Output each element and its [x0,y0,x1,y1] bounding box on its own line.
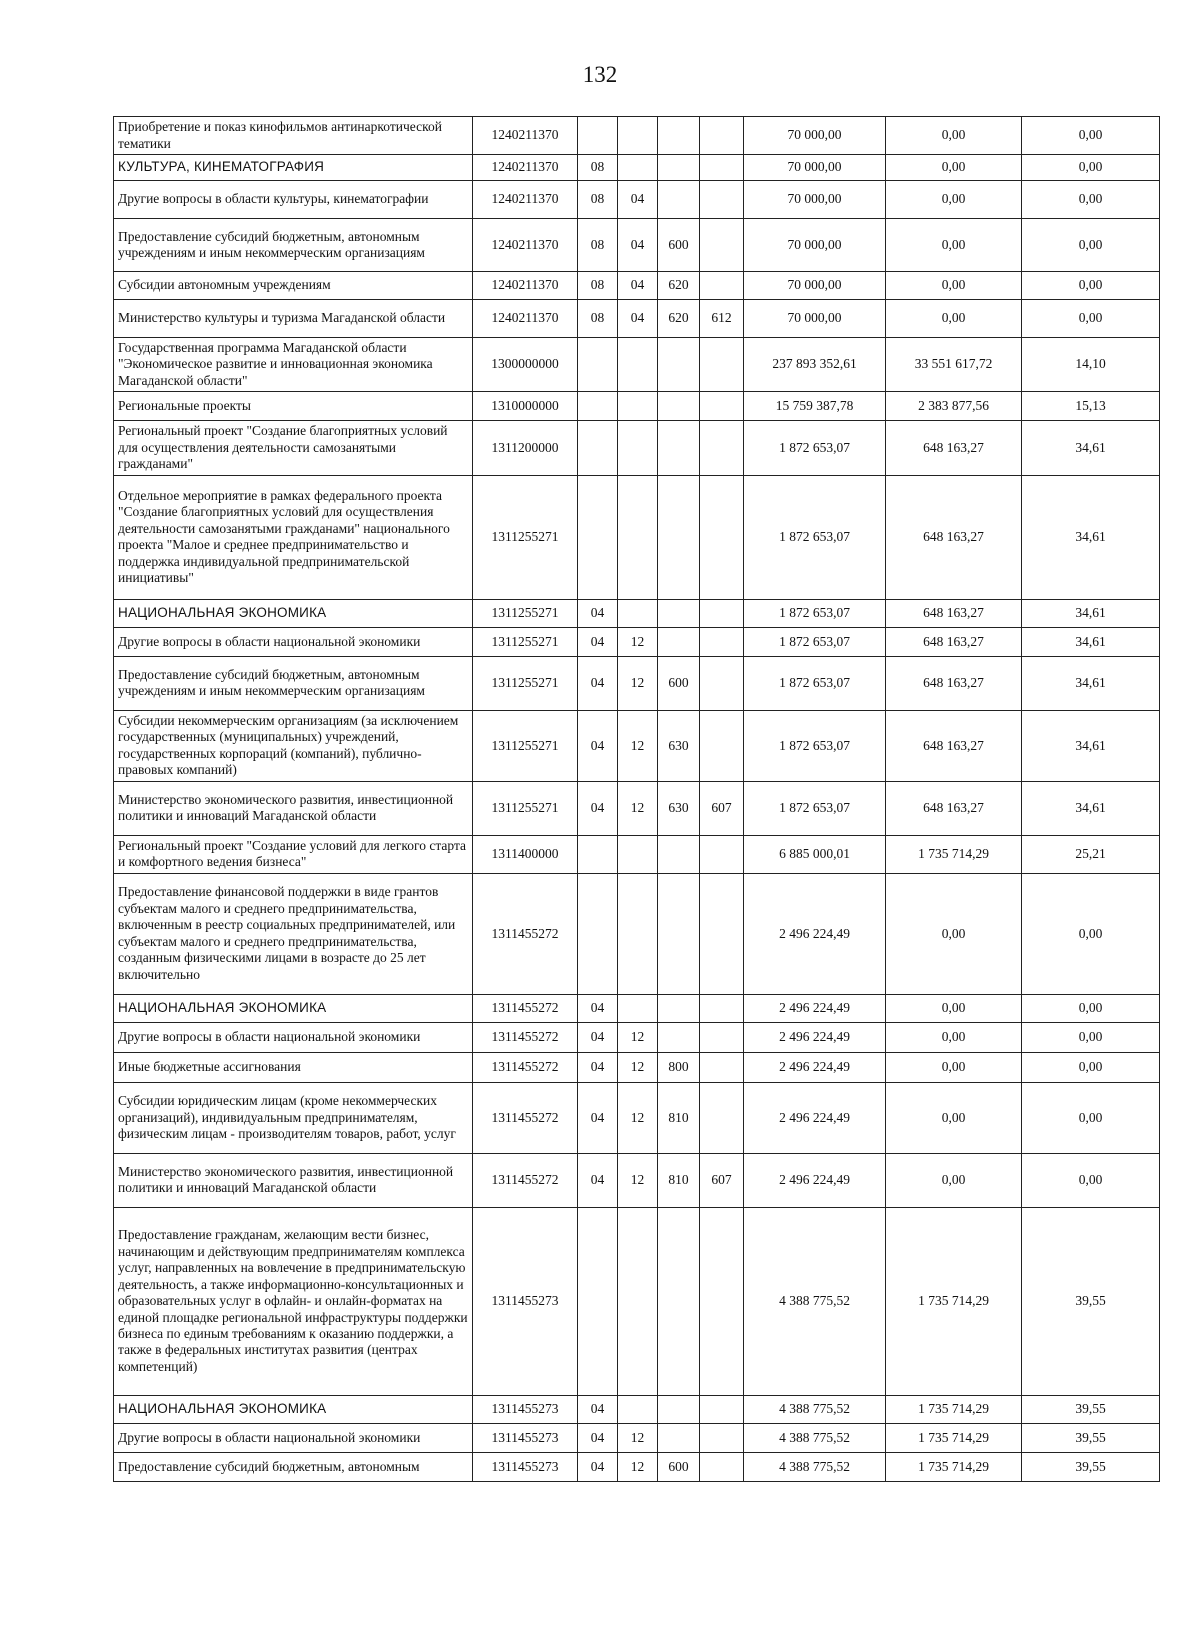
row-administrator-code [700,599,744,627]
row-name: Предоставление субсидий бюджетным, автономным [114,1452,473,1481]
row-expense-type-code: 600 [658,219,700,272]
row-administrator-code [700,155,744,181]
row-expense-type-code [658,627,700,656]
row-actual-amount: 1 735 714,29 [886,1452,1022,1481]
row-section-code: 08 [578,155,618,181]
table-row [114,873,1160,994]
table-row [114,338,1160,392]
row-section-code [578,475,618,599]
row-administrator-code [700,627,744,656]
row-execution-percent: 0,00 [1022,1052,1160,1082]
row-execution-percent: 0,00 [1022,155,1160,181]
row-execution-percent: 0,00 [1022,300,1160,338]
table-row [114,475,1160,599]
row-subsection-code [618,338,658,392]
row-planned-amount: 2 496 224,49 [744,1082,886,1153]
row-subsection-code [618,599,658,627]
row-administrator-code [700,338,744,392]
row-expense-type-code [658,338,700,392]
table-row [114,181,1160,219]
row-expense-type-code: 630 [658,781,700,835]
row-administrator-code [700,873,744,994]
row-name: Приобретение и показ кинофильмов антинаркотической тематики [114,117,473,155]
row-execution-percent: 0,00 [1022,1153,1160,1207]
row-section-code: 04 [578,994,618,1022]
row-actual-amount: 0,00 [886,300,1022,338]
row-execution-percent: 34,61 [1022,421,1160,475]
row-section-code [578,338,618,392]
row-administrator-code [700,994,744,1022]
row-section-code [578,873,618,994]
row-subsection-code: 12 [618,656,658,710]
row-expense-type-code [658,392,700,421]
table-row [114,219,1160,272]
row-target-code: 1240211370 [473,181,578,219]
row-section-code: 04 [578,1082,618,1153]
row-subsection-code: 12 [618,781,658,835]
row-planned-amount: 6 885 000,01 [744,835,886,873]
row-actual-amount: 648 163,27 [886,781,1022,835]
row-target-code: 1311455272 [473,1052,578,1082]
row-planned-amount: 237 893 352,61 [744,338,886,392]
row-section-code [578,421,618,475]
row-execution-percent: 34,61 [1022,475,1160,599]
row-subsection-code: 12 [618,1082,658,1153]
row-section-code: 08 [578,219,618,272]
row-name: Другие вопросы в области культуры, кинематографии [114,181,473,219]
row-subsection-code: 12 [618,1022,658,1052]
row-target-code: 1311255271 [473,475,578,599]
row-name: Отдельное мероприятие в рамках федерального проекта "Создание благоприятных условий для осуществления деятельности самозанятыми гражданами" национального проекта "Малое и среднее предпринимательство и поддержка индивидуальной предпринимательской инициативы" [114,475,473,599]
row-administrator-code: 607 [700,781,744,835]
row-planned-amount: 4 388 775,52 [744,1395,886,1423]
row-administrator-code [700,1052,744,1082]
row-execution-percent: 34,61 [1022,599,1160,627]
table-row [114,421,1160,475]
row-planned-amount: 70 000,00 [744,272,886,300]
row-actual-amount: 0,00 [886,1022,1022,1052]
row-expense-type-code [658,181,700,219]
row-actual-amount: 0,00 [886,1153,1022,1207]
row-target-code: 1311255271 [473,781,578,835]
row-expense-type-code: 600 [658,656,700,710]
row-subsection-code: 04 [618,219,658,272]
row-subsection-code: 12 [618,1153,658,1207]
row-expense-type-code [658,155,700,181]
row-administrator-code [700,117,744,155]
row-expense-type-code [658,873,700,994]
row-expense-type-code: 810 [658,1153,700,1207]
row-name: Министерство культуры и туризма Магаданской области [114,300,473,338]
row-expense-type-code [658,421,700,475]
row-target-code: 1311455272 [473,994,578,1022]
row-administrator-code [700,1452,744,1481]
row-section-code: 04 [578,710,618,781]
row-planned-amount: 70 000,00 [744,300,886,338]
row-administrator-code [700,475,744,599]
row-expense-type-code [658,835,700,873]
row-execution-percent: 34,61 [1022,656,1160,710]
row-administrator-code [700,656,744,710]
row-execution-percent: 39,55 [1022,1452,1160,1481]
row-actual-amount: 0,00 [886,873,1022,994]
table-row [114,1082,1160,1153]
row-target-code: 1311400000 [473,835,578,873]
row-target-code: 1311455273 [473,1207,578,1395]
row-execution-percent: 34,61 [1022,627,1160,656]
row-name: Субсидии автономным учреждениям [114,272,473,300]
row-subsection-code [618,994,658,1022]
row-planned-amount: 1 872 653,07 [744,710,886,781]
row-planned-amount: 4 388 775,52 [744,1423,886,1452]
row-execution-percent: 15,13 [1022,392,1160,421]
row-planned-amount: 4 388 775,52 [744,1207,886,1395]
row-name: Государственная программа Магаданской области "Экономическое развитие и инновационная экономика Магаданской области" [114,338,473,392]
row-section-code: 04 [578,599,618,627]
row-section-code: 04 [578,656,618,710]
row-target-code: 1311255271 [473,627,578,656]
row-target-code: 1311455273 [473,1452,578,1481]
table-row [114,1052,1160,1082]
row-expense-type-code: 800 [658,1052,700,1082]
table-row [114,1395,1160,1423]
row-name: Региональные проекты [114,392,473,421]
row-expense-type-code [658,599,700,627]
row-expense-type-code: 630 [658,710,700,781]
row-target-code: 1311455273 [473,1395,578,1423]
row-subsection-code [618,421,658,475]
row-planned-amount: 70 000,00 [744,181,886,219]
row-planned-amount: 2 496 224,49 [744,1022,886,1052]
row-name: Субсидии юридическим лицам (кроме некоммерческих организаций), индивидуальным предпринимателям, физическим лицам - производителям товаров, работ, услуг [114,1082,473,1153]
row-target-code: 1240211370 [473,219,578,272]
row-name: Региональный проект "Создание благоприятных условий для осуществления деятельности самозанятыми гражданами" [114,421,473,475]
row-execution-percent: 0,00 [1022,1022,1160,1052]
row-administrator-code: 607 [700,1153,744,1207]
row-name: Предоставление субсидий бюджетным, автономным учреждениям и иным некоммерческим организациям [114,656,473,710]
row-subsection-code: 04 [618,300,658,338]
row-target-code: 1310000000 [473,392,578,421]
row-subsection-code [618,155,658,181]
row-planned-amount: 2 496 224,49 [744,1052,886,1082]
row-actual-amount: 648 163,27 [886,475,1022,599]
row-subsection-code: 04 [618,181,658,219]
row-execution-percent: 39,55 [1022,1395,1160,1423]
row-planned-amount: 1 872 653,07 [744,627,886,656]
row-name: Иные бюджетные ассигнования [114,1052,473,1082]
row-planned-amount: 2 496 224,49 [744,1153,886,1207]
row-name: НАЦИОНАЛЬНАЯ ЭКОНОМИКА [114,994,473,1022]
row-section-code: 04 [578,1052,618,1082]
row-target-code: 1311455272 [473,873,578,994]
row-name: Предоставление субсидий бюджетным, автономным учреждениям и иным некоммерческим организациям [114,219,473,272]
row-planned-amount: 2 496 224,49 [744,994,886,1022]
row-actual-amount: 1 735 714,29 [886,1395,1022,1423]
table-row [114,300,1160,338]
row-expense-type-code [658,1207,700,1395]
table-row [114,272,1160,300]
row-planned-amount: 70 000,00 [744,155,886,181]
row-name: Другие вопросы в области национальной экономики [114,627,473,656]
table-row [114,1452,1160,1481]
row-administrator-code [700,1207,744,1395]
row-planned-amount: 4 388 775,52 [744,1452,886,1481]
row-subsection-code: 12 [618,1452,658,1481]
row-planned-amount: 1 872 653,07 [744,421,886,475]
row-subsection-code: 12 [618,1423,658,1452]
row-name: НАЦИОНАЛЬНАЯ ЭКОНОМИКА [114,1395,473,1423]
row-name: НАЦИОНАЛЬНАЯ ЭКОНОМИКА [114,599,473,627]
row-actual-amount: 0,00 [886,219,1022,272]
table-row [114,155,1160,181]
row-expense-type-code: 620 [658,272,700,300]
row-actual-amount: 648 163,27 [886,710,1022,781]
table-row [114,627,1160,656]
row-planned-amount: 15 759 387,78 [744,392,886,421]
row-subsection-code: 04 [618,272,658,300]
table-row [114,1022,1160,1052]
row-section-code [578,1207,618,1395]
table-row [114,994,1160,1022]
row-section-code: 04 [578,781,618,835]
row-administrator-code [700,710,744,781]
row-name: Предоставление финансовой поддержки в виде грантов субъектам малого и среднего предпринимательства, включенным в реестр социальных предпринимателей, или субъектам малого и среднего предпринимательства, созданным физическими лицами в возрасте до 25 лет включительно [114,873,473,994]
row-subsection-code [618,1395,658,1423]
row-actual-amount: 1 735 714,29 [886,1207,1022,1395]
row-planned-amount: 1 872 653,07 [744,656,886,710]
row-planned-amount: 70 000,00 [744,219,886,272]
row-administrator-code [700,1022,744,1052]
row-target-code: 1240211370 [473,117,578,155]
row-target-code: 1311255271 [473,656,578,710]
row-administrator-code [700,272,744,300]
row-section-code [578,392,618,421]
row-subsection-code [618,835,658,873]
row-expense-type-code [658,1423,700,1452]
row-name: Субсидии некоммерческим организациям (за исключением государственных (муниципальных) учреждений, государственных корпораций (компаний), публично-правовых компаний) [114,710,473,781]
row-planned-amount: 70 000,00 [744,117,886,155]
row-subsection-code: 12 [618,627,658,656]
table-row [114,781,1160,835]
row-name: Министерство экономического развития, инвестиционной политики и инноваций Магаданской области [114,781,473,835]
row-planned-amount: 2 496 224,49 [744,873,886,994]
table-row [114,656,1160,710]
row-name: КУЛЬТУРА, КИНЕМАТОГРАФИЯ [114,155,473,181]
row-expense-type-code [658,475,700,599]
row-subsection-code [618,873,658,994]
table-row [114,117,1160,155]
row-subsection-code [618,117,658,155]
row-execution-percent: 39,55 [1022,1207,1160,1395]
row-section-code: 08 [578,300,618,338]
row-actual-amount: 648 163,27 [886,627,1022,656]
row-administrator-code [700,1082,744,1153]
row-expense-type-code: 810 [658,1082,700,1153]
row-name: Региональный проект "Создание условий для легкого старта и комфортного ведения бизнеса" [114,835,473,873]
row-actual-amount: 0,00 [886,1082,1022,1153]
row-name: Другие вопросы в области национальной экономики [114,1423,473,1452]
row-administrator-code [700,421,744,475]
row-actual-amount: 648 163,27 [886,599,1022,627]
row-name: Другие вопросы в области национальной экономики [114,1022,473,1052]
row-administrator-code [700,1395,744,1423]
row-execution-percent: 0,00 [1022,181,1160,219]
row-section-code: 08 [578,181,618,219]
row-target-code: 1311455273 [473,1423,578,1452]
row-execution-percent: 0,00 [1022,873,1160,994]
row-section-code: 04 [578,627,618,656]
table-row [114,1207,1160,1395]
row-section-code: 04 [578,1153,618,1207]
row-section-code: 04 [578,1022,618,1052]
row-execution-percent: 34,61 [1022,710,1160,781]
row-planned-amount: 1 872 653,07 [744,781,886,835]
row-administrator-code: 612 [700,300,744,338]
row-execution-percent: 0,00 [1022,117,1160,155]
table-row [114,599,1160,627]
row-target-code: 1240211370 [473,300,578,338]
row-actual-amount: 1 735 714,29 [886,835,1022,873]
row-planned-amount: 1 872 653,07 [744,475,886,599]
row-expense-type-code [658,117,700,155]
row-subsection-code: 12 [618,1052,658,1082]
row-actual-amount: 648 163,27 [886,656,1022,710]
table-row [114,392,1160,421]
table-row [114,835,1160,873]
row-expense-type-code: 600 [658,1452,700,1481]
row-execution-percent: 25,21 [1022,835,1160,873]
row-execution-percent: 0,00 [1022,219,1160,272]
row-administrator-code [700,835,744,873]
row-actual-amount: 1 735 714,29 [886,1423,1022,1452]
row-target-code: 1240211370 [473,272,578,300]
row-section-code [578,835,618,873]
row-target-code: 1311255271 [473,599,578,627]
row-name: Предоставление гражданам, желающим вести бизнес, начинающим и действующим предпринимателям комплекса услуг, направленных на вовлечение в предпринимательскую деятельность, а также информационно-консультационных и образовательных услуг в офлайн- и онлайн-форматах на единой площадке региональной инфраструктуры поддержки бизнеса по единым требованиям к оказанию поддержки, а также в федеральных институтах развития (центрах компетенций) [114,1207,473,1395]
row-execution-percent: 0,00 [1022,272,1160,300]
row-actual-amount: 2 383 877,56 [886,392,1022,421]
row-actual-amount: 648 163,27 [886,421,1022,475]
row-subsection-code [618,475,658,599]
row-expense-type-code [658,994,700,1022]
row-administrator-code [700,392,744,421]
row-expense-type-code [658,1395,700,1423]
row-administrator-code [700,181,744,219]
budget-table [113,116,1160,1482]
row-subsection-code: 12 [618,710,658,781]
row-actual-amount: 0,00 [886,272,1022,300]
row-section-code: 04 [578,1452,618,1481]
row-actual-amount: 0,00 [886,181,1022,219]
row-section-code: 04 [578,1423,618,1452]
row-target-code: 1311455272 [473,1153,578,1207]
row-name: Министерство экономического развития, инвестиционной политики и инноваций Магаданской области [114,1153,473,1207]
row-execution-percent: 39,55 [1022,1423,1160,1452]
row-execution-percent: 0,00 [1022,1082,1160,1153]
row-section-code: 04 [578,1395,618,1423]
row-actual-amount: 0,00 [886,155,1022,181]
row-actual-amount: 0,00 [886,117,1022,155]
page-number: 132 [582,62,618,87]
row-target-code: 1311200000 [473,421,578,475]
row-administrator-code [700,219,744,272]
row-subsection-code [618,1207,658,1395]
row-expense-type-code [658,1022,700,1052]
row-target-code: 1311255271 [473,710,578,781]
row-target-code: 1311455272 [473,1082,578,1153]
row-target-code: 1300000000 [473,338,578,392]
row-target-code: 1311455272 [473,1022,578,1052]
table-row [114,1153,1160,1207]
row-subsection-code [618,392,658,421]
row-planned-amount: 1 872 653,07 [744,599,886,627]
row-target-code: 1240211370 [473,155,578,181]
row-section-code [578,117,618,155]
table-row [114,1423,1160,1452]
row-actual-amount: 33 551 617,72 [886,338,1022,392]
row-execution-percent: 14,10 [1022,338,1160,392]
row-execution-percent: 34,61 [1022,781,1160,835]
row-administrator-code [700,1423,744,1452]
row-section-code: 08 [578,272,618,300]
row-actual-amount: 0,00 [886,1052,1022,1082]
row-expense-type-code: 620 [658,300,700,338]
row-actual-amount: 0,00 [886,994,1022,1022]
row-execution-percent: 0,00 [1022,994,1160,1022]
table-row [114,710,1160,781]
